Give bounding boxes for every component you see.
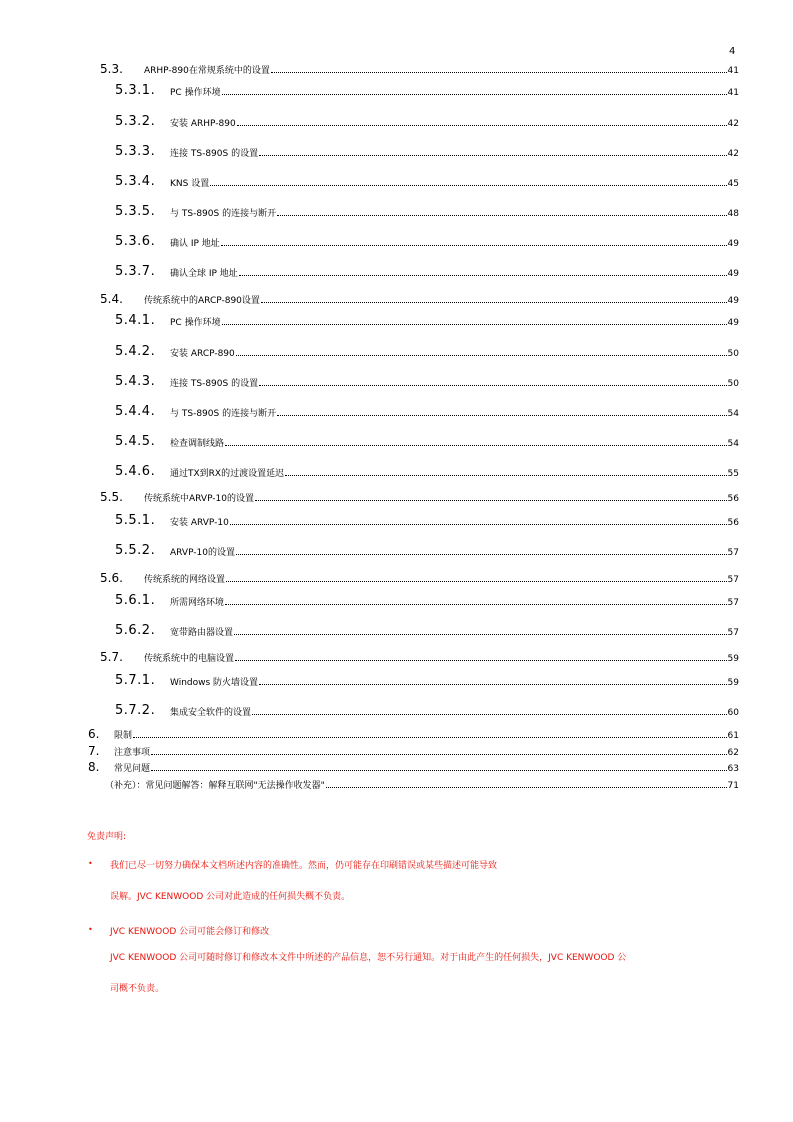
toc-page-number: 54 <box>727 409 739 419</box>
toc-number: 5.3.2. <box>115 114 156 129</box>
toc-entry[interactable] <box>88 744 739 758</box>
disclaimer-text: JVC KENWOOD 公司可随时修订和修改本文件中所述的产品信息，恕不另行通知。对于由此产生的任何损失，JVC KENWOOD 公 <box>110 953 627 963</box>
toc-entry[interactable] <box>100 650 739 664</box>
toc-page-number: 49 <box>727 318 739 328</box>
leader-dots <box>225 444 727 446</box>
toc-number: 5.6.2. <box>115 623 156 638</box>
toc-page-number: 49 <box>727 296 739 306</box>
toc-entry[interactable] <box>115 544 739 558</box>
leader-dots <box>221 244 727 246</box>
toc-title: 连接 TS-890S 的设置 <box>170 149 259 159</box>
toc-title: 通过TX到RX的过渡设置延迟 <box>170 469 285 479</box>
toc-page-number: 41 <box>727 88 739 98</box>
toc-title: 确认全球 IP 地址 <box>170 269 238 279</box>
toc-entry[interactable] <box>115 84 739 98</box>
toc-page-number: 71 <box>727 781 739 791</box>
toc-title: ARHP-890在常规系统中的设置 <box>144 66 270 76</box>
disclaimer-subtitle: JVC KENWOOD 公司可能会修订和修改 <box>110 927 270 937</box>
toc-title: KNS 设置 <box>170 179 210 189</box>
toc-page-number: 57 <box>727 575 739 585</box>
toc-number: 6. <box>88 727 100 741</box>
toc-title: PC 操作环境 <box>170 318 221 328</box>
disclaimer-text: 误解。JVC KENWOOD 公司对此造成的任何损失概不负责。 <box>110 892 351 902</box>
toc-number: 5.4.2. <box>115 344 156 359</box>
disclaimer-text: 司概不负责。 <box>110 984 165 994</box>
leader-dots <box>259 384 726 386</box>
toc-entry[interactable] <box>100 571 739 585</box>
leader-dots <box>151 769 727 771</box>
toc-entry[interactable] <box>115 405 739 419</box>
leader-dots <box>285 474 726 476</box>
leader-dots <box>236 354 727 356</box>
toc-title: 传统系统中的电脑设置 <box>144 654 235 664</box>
toc-entry[interactable] <box>105 777 739 791</box>
toc-entry[interactable] <box>115 115 739 129</box>
bullet-icon: • <box>88 859 93 868</box>
toc-entry[interactable] <box>115 375 739 389</box>
toc-number: 5.5.1. <box>115 513 156 528</box>
leader-dots <box>222 93 727 95</box>
toc-number: 5.3.3. <box>115 144 156 159</box>
toc-number: 5.3.5. <box>115 204 156 219</box>
toc-entry[interactable] <box>88 760 739 774</box>
toc-entry[interactable] <box>115 345 739 359</box>
page-number: 4 <box>729 46 736 57</box>
toc-title: PC 操作环境 <box>170 88 221 98</box>
toc-number: 5.3. <box>100 62 123 76</box>
toc-number: 5.4.6. <box>115 464 156 479</box>
toc-entry[interactable] <box>88 727 739 741</box>
toc-entry[interactable] <box>100 292 739 306</box>
toc-page-number: 57 <box>727 598 739 608</box>
toc-page-number: 42 <box>727 119 739 129</box>
leader-dots <box>226 580 727 582</box>
toc-title: 所需网络环境 <box>170 598 225 608</box>
leader-dots <box>261 301 727 303</box>
toc-title: 传统系统中ARVP-10的设置 <box>144 494 255 504</box>
leader-dots <box>236 553 727 555</box>
toc-title: 宽带路由器设置 <box>170 628 234 638</box>
toc-page-number: 50 <box>727 349 739 359</box>
toc-page-number: 57 <box>727 628 739 638</box>
toc-page-number: 60 <box>727 708 739 718</box>
toc-entry[interactable] <box>115 704 739 718</box>
toc-page-number: 63 <box>727 764 739 774</box>
toc-number: 5.4.4. <box>115 404 156 419</box>
leader-dots <box>210 184 726 186</box>
leader-dots <box>271 71 727 73</box>
toc-entry[interactable] <box>115 624 739 638</box>
toc-number: 5.4.1. <box>115 313 156 328</box>
toc-entry[interactable] <box>115 514 739 528</box>
toc-title: 与 TS-890S 的连接与断开 <box>170 209 277 219</box>
leader-dots <box>235 659 727 661</box>
toc-title: （补充）：常见问题解答：解释互联网"无法操作收发器" <box>105 781 325 791</box>
toc-entry[interactable] <box>115 465 739 479</box>
leader-dots <box>230 523 727 525</box>
toc-title: 安装 ARHP-890 <box>170 119 236 129</box>
toc-page-number: 54 <box>727 439 739 449</box>
toc-number: 5.4.5. <box>115 434 156 449</box>
disclaimer-heading: 免责声明: <box>87 832 127 842</box>
toc-title: 注意事项 <box>114 748 151 758</box>
toc-page-number: 41 <box>727 66 739 76</box>
leader-dots <box>239 274 727 276</box>
leader-dots <box>234 633 727 635</box>
toc-title: Windows 防火墙设置 <box>170 678 259 688</box>
toc-entry[interactable] <box>115 145 739 159</box>
toc-number: 7. <box>88 744 100 758</box>
toc-title: 传统系统的网络设置 <box>144 575 226 585</box>
toc-page-number: 42 <box>727 149 739 159</box>
toc-page-number: 49 <box>727 269 739 279</box>
toc-title: 确认 IP 地址 <box>170 239 220 249</box>
toc-entry[interactable] <box>100 62 739 76</box>
toc-entry[interactable] <box>115 265 739 279</box>
toc-page-number: 48 <box>727 209 739 219</box>
toc-number: 5.5.2. <box>115 543 156 558</box>
toc-entry[interactable] <box>100 490 739 504</box>
toc-number: 5.7.2. <box>115 703 156 718</box>
toc-page-number: 50 <box>727 379 739 389</box>
toc-page-number: 49 <box>727 239 739 249</box>
leader-dots <box>237 124 727 126</box>
toc-page-number: 56 <box>727 518 739 528</box>
toc-number: 5.7. <box>100 650 123 664</box>
toc-entry[interactable] <box>115 674 739 688</box>
toc-entry[interactable] <box>115 205 739 219</box>
toc-number: 5.3.4. <box>115 174 156 189</box>
toc-entry[interactable] <box>115 435 739 449</box>
leader-dots <box>259 154 726 156</box>
disclaimer-text: 我们已尽一切努力确保本文档所述内容的准确性。然而，仍可能存在印刷错误或某些描述可能导致 <box>110 861 498 871</box>
toc-title: 集成安全软件的设置 <box>170 708 252 718</box>
toc-entry[interactable] <box>115 175 739 189</box>
leader-dots <box>252 713 727 715</box>
toc-number: 5.4. <box>100 292 123 306</box>
leader-dots <box>133 736 727 738</box>
leader-dots <box>151 753 727 755</box>
toc-title: 连接 TS-890S 的设置 <box>170 379 259 389</box>
leader-dots <box>255 499 727 501</box>
toc-number: 5.7.1. <box>115 673 156 688</box>
toc-title: 检查调制线路 <box>170 439 225 449</box>
toc-number: 5.3.1. <box>115 83 156 98</box>
toc-entry[interactable] <box>115 235 739 249</box>
toc-entry[interactable] <box>115 314 739 328</box>
toc-number: 5.6. <box>100 571 123 585</box>
leader-dots <box>259 683 727 685</box>
toc-title: ARVP-10的设置 <box>170 548 236 558</box>
toc-entry[interactable] <box>115 594 739 608</box>
leader-dots <box>225 603 727 605</box>
toc-title: 限制 <box>114 731 133 741</box>
toc-number: 5.3.6. <box>115 234 156 249</box>
toc-title: 安装 ARCP-890 <box>170 349 235 359</box>
toc-number: 5.3.7. <box>115 264 156 279</box>
toc-page-number: 57 <box>727 548 739 558</box>
toc-page-number: 56 <box>727 494 739 504</box>
leader-dots <box>277 414 726 416</box>
toc-title: 与 TS-890S 的连接与断开 <box>170 409 277 419</box>
toc-page-number: 59 <box>727 678 739 688</box>
toc-number: 5.5. <box>100 490 123 504</box>
bullet-icon: • <box>88 925 93 934</box>
toc-title: 安装 ARVP-10 <box>170 518 229 528</box>
toc-title: 传统系统中的ARCP-890设置 <box>144 296 260 306</box>
toc-page-number: 59 <box>727 654 739 664</box>
leader-dots <box>326 786 727 788</box>
toc-page-number: 62 <box>727 748 739 758</box>
toc-page-number: 55 <box>727 469 739 479</box>
toc-number: 5.6.1. <box>115 593 156 608</box>
toc-number: 5.4.3. <box>115 374 156 389</box>
toc-page-number: 61 <box>727 731 739 741</box>
leader-dots <box>277 214 726 216</box>
toc-number: 8. <box>88 760 100 774</box>
toc-title: 常见问题 <box>114 764 151 774</box>
toc-page-number: 45 <box>727 179 739 189</box>
leader-dots <box>222 323 727 325</box>
